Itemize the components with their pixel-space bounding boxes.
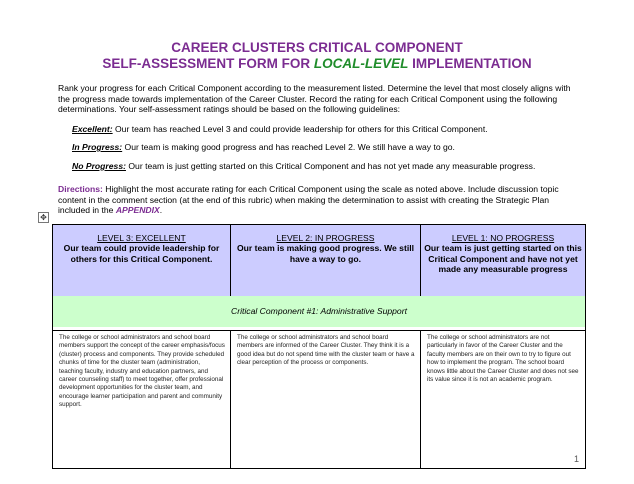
level-1-cell[interactable]: The college or school administrators are not particularly in favor of the Career Cluster and the faculty members are on their own to try to figure out how to implement the program. The school board knows little about the Career Cluster and does not see its value since it is not an academic program. bbox=[427, 334, 579, 384]
level-1-description: Our team is just getting started on this Critical Component and have not yet made any measurable progress bbox=[424, 243, 582, 274]
page-number: 1 bbox=[574, 454, 580, 464]
definition-text: Our team is making good progress and has reached Level 2. We still have a way to go. bbox=[122, 142, 455, 152]
level-header-row bbox=[53, 225, 585, 297]
directions-label: Directions: bbox=[58, 184, 103, 194]
document-title-line1: CAREER CLUSTERS CRITICAL COMPONENT bbox=[171, 40, 463, 55]
critical-component-row[interactable]: Critical Component #1: Administrative Support bbox=[53, 296, 585, 328]
definition-label: In Progress: bbox=[72, 142, 123, 152]
level-1-title: LEVEL 1: NO PROGRESS bbox=[451, 233, 555, 243]
directions-end: . bbox=[159, 205, 163, 215]
table-move-handle-icon[interactable]: ✥ bbox=[38, 212, 49, 223]
level-3-cell[interactable]: The college or school administrators and school board members support the concept of the career emphasis/focus (cluster) process and components. They provide scheduled chunks of time for the cluster team (administration, teaching faculty, industry and education partners, and career counseling staff) to meet together, offer professional development opportunities for the cluster team, and encourage learner participation and parent and community support. bbox=[53, 331, 231, 468]
definition-in-progress bbox=[72, 142, 582, 153]
title-highlight: LOCAL-LEVEL bbox=[313, 56, 409, 71]
document-title-line2 bbox=[0, 56, 634, 72]
title-prefix: SELF-ASSESSMENT FORM FOR bbox=[102, 56, 314, 71]
level-2-header[interactable] bbox=[231, 225, 421, 296]
assessment-table bbox=[52, 224, 586, 469]
level-3-description: Our team could provide leadership for others for this Critical Component. bbox=[63, 243, 220, 264]
definition-text: Our team has reached Level 3 and could provide leadership for others for this Critical Component. bbox=[112, 124, 488, 134]
directions-text: Highlight the most accurate rating for each Critical Component using the scale as noted above. Include discussion topic content in the comment section (at the end of this rubric) when making the determination to assist with creating the Strategic Plan included in the bbox=[58, 184, 559, 215]
level-2-cell[interactable]: The college or school administrators and school board members are informed of the Career Cluster. They think it is a good idea but do not spend time with the cluster team or have a clear perception of the process or components. bbox=[231, 331, 421, 468]
definition-label: No Progress: bbox=[72, 161, 126, 171]
appendix-reference: APPENDIX bbox=[115, 205, 160, 215]
level-3-title: LEVEL 3: EXCELLENT bbox=[97, 233, 186, 243]
level-1-header[interactable] bbox=[421, 225, 585, 296]
definition-text: Our team is just getting started on this Critical Component and has not yet made any measurable progress. bbox=[125, 161, 536, 171]
definition-excellent bbox=[72, 124, 582, 135]
level-2-description: Our team is making good progress. We still have a way to go. bbox=[236, 243, 414, 264]
level-2-title: LEVEL 2: IN PROGRESS bbox=[276, 233, 375, 243]
definition-label: Excellent: bbox=[72, 124, 113, 134]
title-suffix: IMPLEMENTATION bbox=[408, 56, 532, 71]
directions-paragraph bbox=[58, 184, 578, 216]
level-3-header[interactable] bbox=[53, 225, 231, 296]
definition-no-progress bbox=[72, 161, 582, 172]
intro-paragraph: Rank your progress for each Critical Component according to the measurement listed. Determine the level that most closely aligns with the progress made towards implementation of the Career Cluster. Record the rating for each Critical Component using the following determinations. Your self-assessment ratings should be based on the following guidelines: bbox=[58, 83, 571, 114]
